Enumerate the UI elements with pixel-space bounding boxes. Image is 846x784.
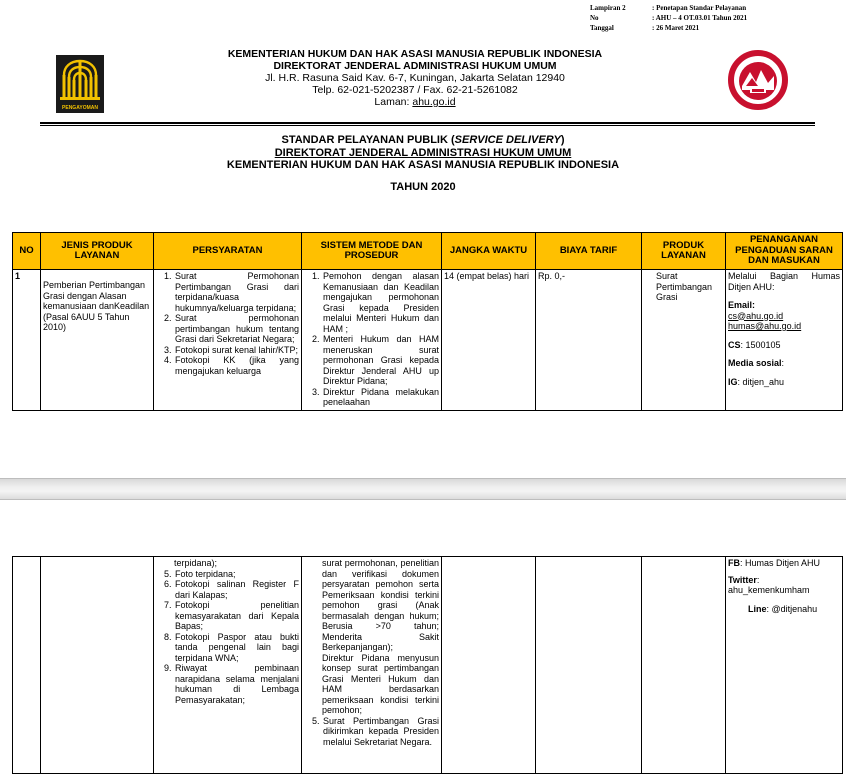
cell-biaya xyxy=(536,557,642,774)
website-link[interactable]: ahu.go.id xyxy=(412,96,456,108)
table-row xyxy=(13,557,843,774)
cell-jenis: Pemberian Pertimbangan Grasi dengan Alasan kemanusiaan danKeadilan (Pasal 6AUU 5 Tahun 2010) xyxy=(41,270,154,411)
cell-produk xyxy=(642,557,726,774)
cell-prosedur: 1. Pemohon dengan alasan Kemanusiaan dan Keadilan mengajukan permohonan Grasi kepada Presiden melalui Menteri Hukum dan HAM ; 2. Menteri Hukum dan HAM meneruskan surat permohonan Grasi kepada Direktur Jenderal AHU up Direktur Pidana; 3. Direktur Pidana melakukan penelaahan xyxy=(302,270,442,411)
email-link-cs[interactable]: cs@ahu.go.id xyxy=(728,310,784,321)
header-biaya: BIAYA TARIF xyxy=(536,233,642,270)
header-phone: Telp. 62-021-5202387 / Fax. 62-21-5261082 xyxy=(312,84,518,96)
header-rule xyxy=(40,122,815,124)
header-produk: PRODUK LAYANAN xyxy=(642,233,726,270)
header-persyaratan: PERSYARATAN xyxy=(154,233,302,270)
title-line-1: STANDAR PELAYANAN PUBLIK (SERVICE DELIVERY) xyxy=(281,134,565,146)
lampiran-block: Lampiran 2 : Penetapan Standar Pelayanan No : AHU – 4 OT.03.01 Tahun 2021 Tanggal : 26 Maret 2021 xyxy=(590,4,748,32)
cell-no: 1 xyxy=(13,270,41,411)
header-rule-thin xyxy=(40,125,815,126)
header-prosedur: SISTEM METODE DAN PROSEDUR xyxy=(302,233,442,270)
title-line-2: DIREKTORAT JENDERAL ADMINISTRASI HUKUM UMUM xyxy=(274,146,572,159)
header-address: Jl. H.R. Rasuna Said Kav. 6-7, Kuningan, Jakarta Selatan 12940 xyxy=(265,72,565,84)
cell-jangka xyxy=(442,557,536,774)
cell-biaya: Rp. 0,- xyxy=(536,270,642,411)
cell-persyaratan: terpidana); 5. Foto terpidana; 6. Fotokopi salinan Register F dari Kalapas; 7. Fotokopi penelitian kemasyarakatan dari Kepala Bapas; 8. Fotokopi Paspor atau bukti tanda pengenal lain bagi terpidana WNA; 9. Riwayat pembinaan narapidana selama menjalani hukuman di Lembaga Pemasyarakatan; xyxy=(154,557,302,774)
header-ministry: KEMENTERIAN HUKUM DAN HAK ASASI MANUSIA REPUBLIK INDONESIA xyxy=(227,48,603,60)
cell-jenis xyxy=(41,557,154,774)
cell-jangka: 14 (empat belas) hari xyxy=(442,270,536,411)
title-line-3: KEMENTERIAN HUKUM DAN HAK ASASI MANUSIA REPUBLIK INDONESIA xyxy=(226,159,620,171)
table-row xyxy=(13,270,843,411)
header-jangka: JANGKA WAKTU xyxy=(442,233,536,270)
header-directorate: DIREKTORAT JENDERAL ADMINISTRASI HUKUM UMUM xyxy=(273,60,557,72)
document-title xyxy=(100,134,746,193)
header-website: Laman: ahu.go.id xyxy=(374,96,456,108)
title-year: TAHUN 2020 xyxy=(390,180,456,193)
cell-prosedur: surat permohonan, penelitian dan verifikasi dokumen persyaratan pemohon serta Pemeriksaan kondisi terkini pemohon grasi (Anak bermasalah dengan hukum; Berusia >70 tahun; Menderita Sakit Berkepanjangan); Direktur Pidana menyusun konsep surat pertimbangan Grasi Menteri Hukum dan HAM berdasarkan pemeriksaan kondisi terkini pemohon; 5. Surat Pertimbangan Grasi dikirimkan kepada Presiden melalui Sekretariat Negara. xyxy=(302,557,442,774)
table-header-row xyxy=(13,233,843,270)
cell-produk: Surat Pertimbangan Grasi xyxy=(642,270,726,411)
cell-pengaduan: FB: Humas Ditjen AHU Twitter: ahu_kemenkumham Line: @ditjenahu xyxy=(726,557,843,774)
cell-no xyxy=(13,557,41,774)
cell-persyaratan: 1. Surat Permohonan Pertimbangan Grasi dari terpidana/kuasa hukumnya/keluarga terpidana; 2. Surat permohonan pertimbangan hukum tentang Grasi dari Sekretariat Negara; 3. Fotokopi surat kenal lahir/KTP; 4. Fotokopi KK (jika yang mengajukan keluarga xyxy=(154,270,302,411)
service-standard-table xyxy=(12,232,843,411)
letterhead xyxy=(130,48,700,108)
service-standard-table-continued xyxy=(12,556,843,774)
ministry-logo xyxy=(56,55,104,113)
email-link-humas[interactable]: humas@ahu.go.id xyxy=(728,321,802,331)
header-no: NO xyxy=(13,233,41,270)
cell-pengaduan: Melalui Bagian Humas Ditjen AHU: Email: cs@ahu.go.id humas@ahu.go.id CS: 1500105 Media sosial: IG: ditjen_ahu xyxy=(726,270,843,411)
header-pengaduan: PENANGANAN PENGADUAN SARAN DAN MASUKAN xyxy=(726,233,843,270)
header-jenis: JENIS PRODUK LAYANAN xyxy=(41,233,154,270)
page-separator xyxy=(0,478,846,500)
svg-text:PENGAYOMAN: PENGAYOMAN xyxy=(62,105,98,111)
pasti-seal-logo xyxy=(728,50,788,110)
